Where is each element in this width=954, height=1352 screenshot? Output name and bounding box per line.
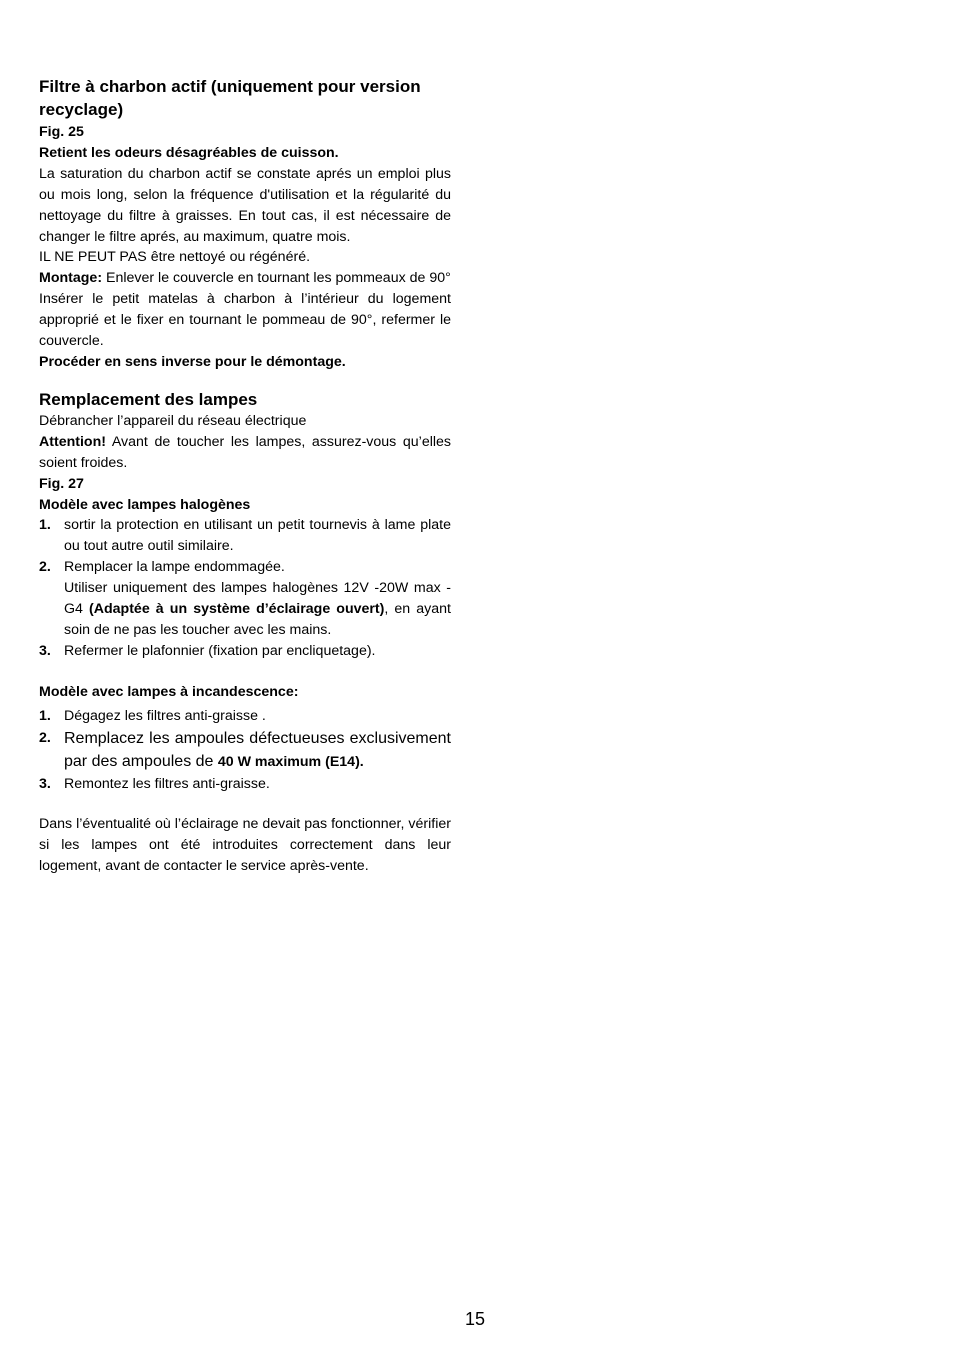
list-item	[39, 727, 451, 774]
list-item	[39, 774, 451, 795]
list-text: sortir la protection en utilisant un petit tournevis à lame plate ou tout autre outil similaire.	[64, 517, 451, 555]
halogen-step-2: Remplacer la lampe endommagée.	[64, 559, 285, 576]
list-item	[39, 706, 451, 727]
incandescent-step-2-bold: 40 W maximum (E14).	[217, 753, 364, 770]
mounting-text: Enlever le couvercle en tournant les pommeaux de 90°	[102, 270, 451, 287]
section-title-lamps: Remplacement des lampes	[39, 389, 258, 409]
incandescent-heading: Modèle avec lampes à incandescence:	[39, 683, 299, 700]
section-title-charcoal: Filtre à charbon actif (uniquement pour version recyclage)	[39, 77, 421, 119]
list-number: 1.	[39, 707, 51, 724]
charcoal-paragraph-4: Procéder en sens inverse pour le démontage.	[39, 353, 346, 370]
fig-ref-25: Fig. 25	[39, 124, 84, 140]
text-column	[39, 76, 451, 877]
page-number: 15	[465, 1309, 486, 1329]
list-number: 2.	[39, 729, 51, 746]
halogen-heading: Modèle avec lampes halogènes	[39, 496, 251, 513]
incandescent-step-2: Remplacez les ampoules défectueuses exclusivement par des ampoules de	[64, 729, 451, 770]
attention-paragraph	[39, 432, 451, 474]
mounting-paragraph	[39, 268, 451, 289]
list-item	[39, 515, 451, 557]
halogen-step-2b-bold: (Adaptée à un système d’éclairage ouvert)	[89, 601, 385, 618]
mounting-label: Montage:	[39, 270, 103, 287]
unplug-notice: Débrancher l’appareil du réseau électrique	[39, 412, 307, 429]
list-number: 3.	[39, 775, 51, 792]
halogen-step-2b-post: , en ayant soin de ne pas les toucher avec les mains.	[64, 601, 451, 638]
list-item	[39, 641, 451, 662]
list-text	[64, 557, 451, 641]
list-number: 3.	[39, 642, 51, 659]
charcoal-paragraph-1: La saturation du charbon actif se constate aprés un emploi plus ou mois long, selon la fréquence d'utilisation et la régularité du nettoyage du filtre à graisses. En tout cas, il est nécessaire de changer le filtre aprés, au maximum, quatre mois.	[39, 165, 451, 245]
list-text: Dégagez les filtres anti-graisse .	[64, 707, 266, 724]
list-text: Remontez les filtres anti-graisse.	[64, 775, 270, 792]
list-number: 2.	[39, 559, 51, 576]
attention-text: Avant de toucher les lampes, assurez-vous qu’elles soient froides.	[39, 433, 451, 471]
list-number: 1.	[39, 517, 51, 534]
charcoal-paragraph-3: Insérer le petit matelas à charbon à l’intérieur du logement approprié et le fixer en tournant le pommeau de 90°, refermer le couvercle.	[39, 291, 451, 350]
list-item	[39, 557, 451, 641]
fig-ref-27: Fig. 27	[39, 475, 84, 492]
list-text	[64, 727, 451, 774]
halogen-step-2b: Utiliser uniquement des lampes halogènes 12V -20W max - G4	[64, 580, 451, 618]
list-text: Refermer le plafonnier (fixation par encliquetage).	[64, 642, 376, 659]
charcoal-subtitle: Retient les odeurs désagréables de cuisson.	[39, 144, 339, 161]
charcoal-paragraph-2: IL NE PEUT PAS être nettoyé ou régénéré.	[39, 249, 311, 266]
attention-label: Attention!	[39, 433, 106, 450]
closing-paragraph: Dans l’éventualité où l’éclairage ne devait pas fonctionner, vérifier si les lampes ont été introduites correctement dans leur logement, avant de contacter le service après-vente.	[39, 816, 451, 875]
